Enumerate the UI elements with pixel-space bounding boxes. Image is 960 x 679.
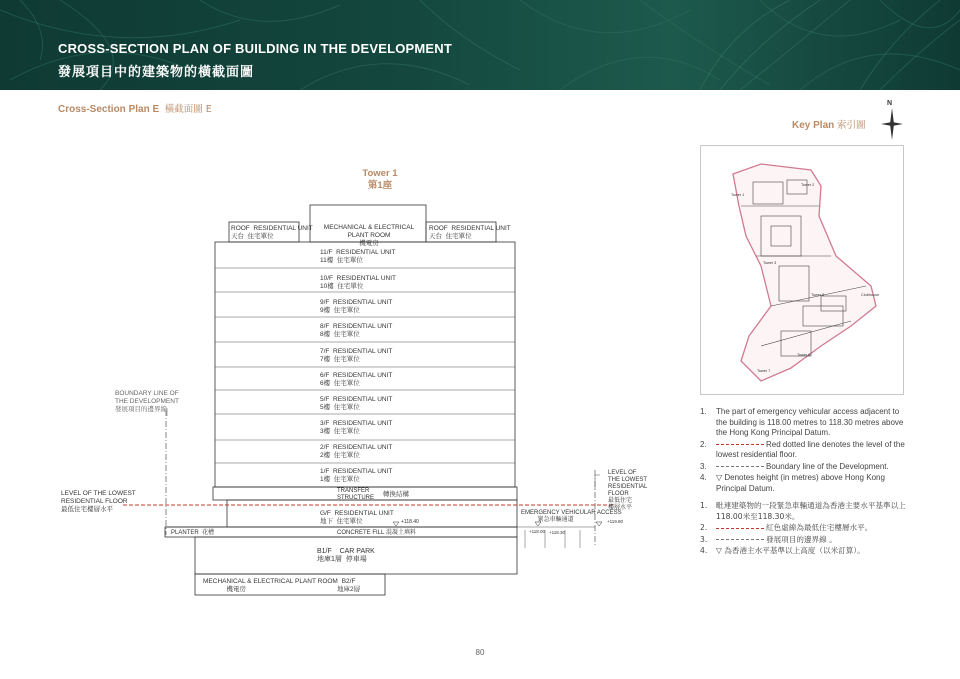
basement-2-plant-label: MECHANICAL & ELECTRICAL PLANT ROOM 機電房 bbox=[203, 578, 338, 593]
key-plan-label-tower-6: Tower 6 bbox=[797, 353, 811, 357]
transfer-structure-label: TRANSFER STRUCTURE bbox=[337, 488, 374, 501]
boundary-line-symbol bbox=[716, 539, 764, 540]
transfer-structure-label-zh: 轉換結構 bbox=[383, 491, 409, 498]
section-label-en: Cross-Section Plan E bbox=[58, 104, 160, 115]
lowest-residential-floor-label-right: LEVEL OF THE LOWEST RESIDENTIAL FLOOR 最低住宅 樓層水平 bbox=[608, 470, 648, 511]
roof-left-label: ROOF RESIDENTIAL UNIT 天台 住宅單位 bbox=[231, 225, 313, 240]
floor-label-5: 5/F RESIDENTIAL UNIT 5樓 住宅單位 bbox=[320, 396, 393, 411]
note-en-1: 1. The part of emergency vehicular access adjacent to the building is 118.00 metres to 118.30 metres above the Hong Kong Principal Datum. bbox=[700, 407, 904, 437]
note-zh-4: 4. ▽ 為香港主水平基準以上高度（以米訂算）。 bbox=[700, 546, 865, 555]
basement-2-label: B2/F 地庫2層 bbox=[337, 578, 361, 593]
key-plan-title bbox=[792, 117, 866, 131]
section-label bbox=[58, 101, 212, 115]
key-plan-label-tower-5: Tower 5 bbox=[811, 293, 825, 297]
eva-label: EMERGENCY VEHICULAR ACCESS 緊急車輛通道 bbox=[521, 510, 622, 523]
key-plan-label-tower-1: Tower 1 bbox=[731, 193, 745, 197]
note-zh-2: 2. 紅色虛線為最低住宅樓層水平。 bbox=[700, 523, 873, 532]
key-plan-label-clubhouse: Clubhouse bbox=[861, 293, 880, 297]
red-dotted-line-symbol bbox=[716, 528, 764, 529]
basement-1-label: B1/F CAR PARK 地庫1層 停車場 bbox=[317, 548, 375, 563]
note-en-3: 3. Boundary line of the Development. bbox=[700, 461, 889, 471]
lowest-level-value: +119.80 bbox=[607, 519, 624, 524]
ground-floor-label: G/F RESIDENTIAL UNIT 地下 住宅單位 bbox=[320, 510, 394, 525]
floor-label-10: 10/F RESIDENTIAL UNIT 10樓 住宅單位 bbox=[320, 275, 396, 290]
note-en-2: 2. Red dotted line denotes the level of the lowest residential floor. bbox=[700, 439, 905, 459]
floor-label-1: 1/F RESIDENTIAL UNIT 1樓 住宅單位 bbox=[320, 468, 393, 483]
floor-label-7: 7/F RESIDENTIAL UNIT 7樓 住宅單位 bbox=[320, 348, 393, 363]
cross-section-drawing bbox=[55, 160, 655, 610]
boundary-line-label: BOUNDARY LINE OF THE DEVELOPMENT 發展項目的邊界線 bbox=[115, 390, 179, 413]
key-plan-title-en: Key Plan bbox=[792, 120, 835, 131]
tower-label: Tower 1 第1座 bbox=[362, 168, 398, 191]
concrete-fill-label: CONCRETE FILL 混凝土填料 bbox=[337, 530, 417, 536]
roof-right-label: ROOF RESIDENTIAL UNIT 天台 住宅單位 bbox=[429, 225, 511, 240]
floor-label-11: 11/F RESIDENTIAL UNIT 11樓 住宅單位 bbox=[320, 249, 396, 264]
key-plan-label-tower-2: Tower 2 bbox=[801, 183, 815, 187]
floor-label-6: 6/F RESIDENTIAL UNIT 6樓 住宅單位 bbox=[320, 372, 393, 387]
roof-plant-room-label: MECHANICAL & ELECTRICAL PLANT ROOM 機電房 bbox=[323, 224, 415, 247]
page-title-en: CROSS-SECTION PLAN OF BUILDING IN THE DEVELOPMENT bbox=[58, 41, 453, 56]
note-en-4: 4. ▽ Denotes height (in metres) above Hong Kong Principal Datum. bbox=[700, 473, 885, 493]
page-number: 80 bbox=[475, 648, 485, 657]
header-banner bbox=[0, 0, 960, 90]
red-dotted-line-symbol bbox=[716, 444, 764, 445]
eva-level-right: +118.30 bbox=[549, 530, 566, 535]
lowest-residential-floor-label-left: LEVEL OF THE LOWEST RESIDENTIAL FLOOR 最低住宅樓層水平 bbox=[61, 490, 136, 513]
compass-icon bbox=[881, 108, 903, 140]
floor-label-3: 3/F RESIDENTIAL UNIT 3樓 住宅單位 bbox=[320, 420, 393, 435]
boundary-line-symbol bbox=[716, 466, 764, 467]
north-arrow bbox=[881, 100, 903, 140]
section-label-zh: 橫截面圖 E bbox=[164, 104, 212, 115]
key-plan-title-zh: 索引圖 bbox=[837, 120, 866, 131]
floor-label-9: 9/F RESIDENTIAL UNIT 9樓 住宅單位 bbox=[320, 299, 393, 314]
key-plan-label-tower-3: Tower 3 bbox=[763, 261, 777, 265]
ground-level-value: +118.40 bbox=[401, 519, 419, 525]
note-zh-3: 3. 發展項目的邊界線 。 bbox=[700, 534, 837, 544]
key-plan-label-tower-7: Tower 7 bbox=[757, 369, 771, 373]
notes-panel bbox=[700, 407, 910, 558]
floor-label-2: 2/F RESIDENTIAL UNIT 2樓 住宅單位 bbox=[320, 444, 393, 459]
note-zh-1: 1. 毗連建築物的一段緊急車輛通道為香港主要水平基準以上118.00米至118.30米。 bbox=[700, 501, 906, 521]
site-plan-drawing bbox=[701, 146, 903, 394]
level-marker-icon bbox=[393, 522, 399, 526]
key-plan-map bbox=[700, 145, 904, 395]
planter-label: PLANTER 花槽 bbox=[171, 530, 215, 536]
floor-label-8: 8/F RESIDENTIAL UNIT 8樓 住宅單位 bbox=[320, 323, 393, 338]
north-label: N bbox=[887, 100, 893, 107]
page-title-zh: 發展項目中的建築物的橫截面圖 bbox=[58, 65, 255, 80]
eva-level-left: +118.00 bbox=[529, 529, 546, 534]
